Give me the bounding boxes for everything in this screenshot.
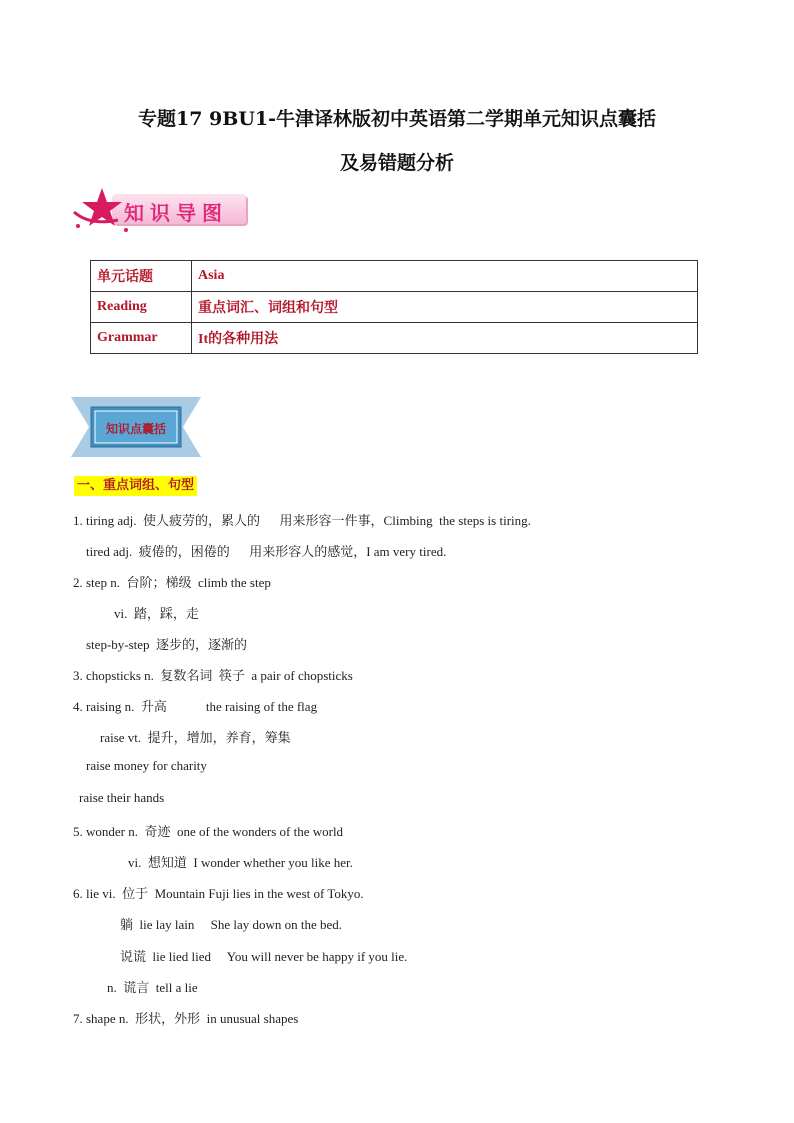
table-cell-label: Reading	[91, 292, 192, 323]
knowledge-summary-banner	[71, 395, 201, 459]
document-title-line-2: 及易错题分析	[339, 152, 454, 174]
table-cell-label: Grammar	[91, 323, 192, 354]
list-item: step-by-step 逐步的，逐渐的	[86, 637, 248, 652]
table-cell-value: Asia	[192, 261, 698, 292]
table-row	[91, 292, 698, 323]
table-cell-label: 单元话题	[91, 261, 192, 292]
knowledge-map-label: 知识导图	[124, 201, 228, 225]
knowledge-summary-label: 知识点囊括	[105, 422, 166, 436]
list-item: raise vt. 提升，增加，养育，筹集	[100, 730, 291, 745]
list-item: raise money for charity	[86, 758, 207, 773]
section-heading: 一、重点词组、句型	[74, 476, 197, 496]
list-item: 躺 lie lay lain She lay down on the bed.	[120, 917, 343, 932]
list-item: n. 谎言 tell a lie	[107, 980, 198, 995]
table-cell-value: 重点词汇、词组和句型	[192, 292, 698, 323]
document-title-line-1: 专题17 9BU1-牛津译林版初中英语第二学期单元知识点囊括	[137, 108, 656, 130]
list-item: 6. lie vi. 位于 Mountain Fuji lies in the west of Tokyo.	[73, 886, 364, 901]
table-row	[91, 323, 698, 354]
list-item: 4. raising n. 升高 the raising of the flag	[73, 699, 318, 714]
list-item: 3. chopsticks n. 复数名词 筷子 a pair of chopsticks	[73, 668, 353, 683]
list-item: raise their hands	[79, 790, 165, 805]
list-item: 说谎 lie lied lied You will never be happy if you lie.	[120, 949, 408, 964]
list-item: vi. 踏，踩，走	[114, 606, 199, 621]
unit-topics-table	[90, 260, 698, 354]
list-item: 5. wonder n. 奇迹 one of the wonders of the world	[73, 824, 344, 839]
list-item: tired adj. 疲倦的，困倦的 用来形容人的感觉，I am very tired.	[86, 544, 447, 559]
knowledge-map-banner	[70, 186, 250, 234]
list-item: 7. shape n. 形状，外形 in unusual shapes	[73, 1011, 299, 1026]
list-item: 2. step n. 台阶；梯级 climb the step	[73, 575, 271, 590]
list-item: 1. tiring adj. 使人疲劳的，累人的 用来形容一件事，Climbing the steps is tiring.	[73, 513, 531, 528]
list-item: vi. 想知道 I wonder whether you like her.	[128, 855, 353, 870]
table-row	[91, 261, 698, 292]
table-cell-value: It的各种用法	[192, 323, 698, 354]
